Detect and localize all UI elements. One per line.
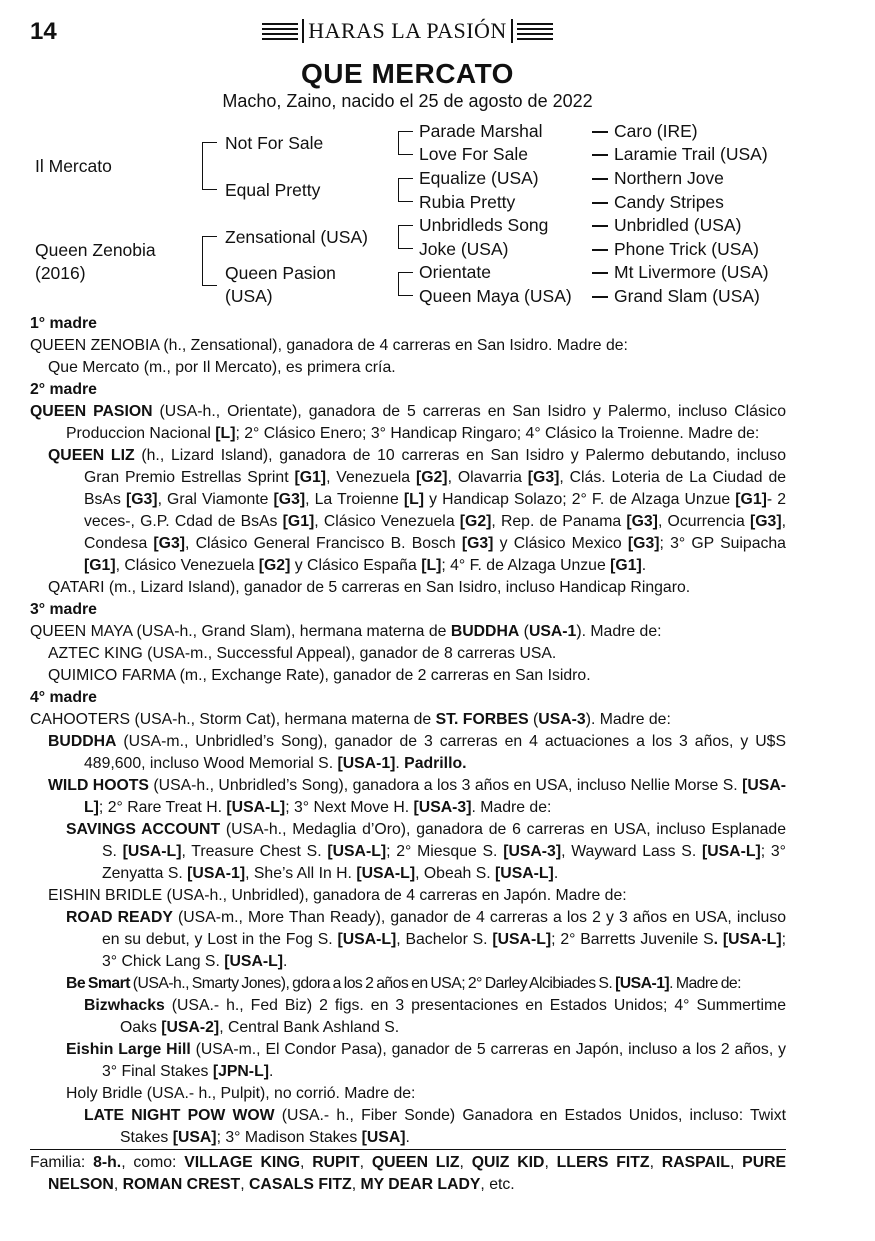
entry-late-night-pow-wow: LATE NIGHT POW WOW (USA.- h., Fiber Sonde) Ganadora en Estados Unidos, incluso: Twixt Stakes [USA]; 3° Madison Stakes [USA]. xyxy=(84,1107,786,1146)
entry-queen-zenobia: QUEEN ZENOBIA (h., Zensational), ganadora de 4 carreras en San Isidro. Madre de: xyxy=(30,337,628,354)
g3-7: Orientate xyxy=(419,262,491,282)
g3-1: Parade Marshal xyxy=(419,121,543,141)
g4-8: Grand Slam (USA) xyxy=(614,286,760,306)
name-queen-pasion: QUEEN PASION xyxy=(30,403,153,420)
dash-1 xyxy=(592,131,608,133)
dash-4 xyxy=(592,202,608,204)
entry-eishin-bridle: EISHIN BRIDLE (USA-h., Unbridled), ganadora de 4 carreras en Japón. Madre de: xyxy=(48,887,627,904)
entry-queen-liz: QUEEN LIZ (h., Lizard Island), ganadora de 10 carreras en San Isidro y Palermo debutando, incluso Gran Premio Estrellas Sprint [G1], Venezuela [G2], Olavarria [G3], Clás. Loteria de La Ciudad de BsAs [G3], Gral Viamonte [G3], La Troienne [L] y Handicap Solazo; 2° F. de Alzaga Unzue [G1]- 2 veces-, G.P. Cdad de BsAs [G1], Clásico Venezuela [G2], Rep. de Panama [G3], Ocurrencia [G3], Condesa [G3], Clásico General Francisco B. Bosch [G3] y Clásico Mexico [G3]; 3° GP Suipacha [G1], Clásico Venezuela [G2] y Clásico España [L]; 4° F. de Alzaga Unzue [G1]. xyxy=(48,447,787,574)
bracket-g3-4 xyxy=(398,272,413,296)
entry-cahooters: CAHOOTERS (USA-h., Storm Cat), hermana materna de ST. FORBES (USA-3). Madre de: xyxy=(30,711,671,728)
g2-sire-dam: Equal Pretty xyxy=(225,180,321,200)
dam-year: (2016) xyxy=(35,263,86,283)
entry-que-mercato: Que Mercato (m., por Il Mercato), es primera cría. xyxy=(48,359,396,376)
dam: Queen Zenobia xyxy=(35,240,156,260)
g2-dam-sire: Zensational (USA) xyxy=(225,227,368,247)
dash-3 xyxy=(592,178,608,180)
g2-sire-sire: Not For Sale xyxy=(225,133,324,153)
entry-queen-maya: QUEEN MAYA (USA-h., Grand Slam), hermana materna de BUDDHA (USA-1). Madre de: xyxy=(30,623,662,640)
farm-header xyxy=(255,16,560,46)
g4-4: Candy Stripes xyxy=(614,192,724,212)
entry-buddha: BUDDHA (USA-m., Unbridled’s Song), ganador de 3 carreras en 4 actuaciones a los 3 años, y U$S 489,600, incluso Wood Memorial S. [USA-1]. Padrillo. xyxy=(48,733,786,772)
entry-be-smart: Be Smart (USA-h., Smarty Jones), gdora a los 2 años en USA; 2° Darley Alcibiades S. [USA-1]. Madre de: xyxy=(66,975,742,992)
bracket-sire xyxy=(202,142,217,190)
heading-2nd-dam: 2° madre xyxy=(30,381,97,398)
g3-2: Love For Sale xyxy=(419,144,528,164)
dash-7 xyxy=(592,272,608,274)
g4-3: Northern Jove xyxy=(614,168,724,188)
header-divider-left xyxy=(302,19,304,43)
entry-queen-pasion: QUEEN PASION (USA-h., Orientate), ganadora de 5 carreras en San Isidro y Palermo, incluso Clásico Produccion Nacional [L]; 2° Clásico Enero; 3° Handicap Ringaro; 4° Clásico la Troienne. Madre de: xyxy=(30,403,786,442)
bracket-g3-1 xyxy=(398,131,413,155)
g4-5: Unbridled (USA) xyxy=(614,215,742,235)
sire: Il Mercato xyxy=(35,156,112,176)
entry-bizwhacks: Bizwhacks (USA.- h., Fed Biz) 2 figs. en 3 presentaciones en Estados Unidos; 4° Summertime Oaks [USA-2], Central Bank Ashland S. xyxy=(84,997,786,1036)
heading-1st-dam: 1° madre xyxy=(30,315,97,332)
entry-wild-hoots: WILD HOOTS (USA-h., Unbridled’s Song), ganadora a los 3 años en USA, incluso Nellie Morse S. [USA-L]; 2° Rare Treat H. [USA-L]; 3° Next Move H. [USA-3]. Madre de: xyxy=(48,777,786,816)
entry-holy-bridle: Holy Bridle (USA.- h., Pulpit), no corrió. Madre de: xyxy=(66,1085,416,1102)
header-divider-right xyxy=(511,19,513,43)
entry-eishin-large-hill: Eishin Large Hill (USA-m., El Condor Pasa), ganador de 5 carreras en Japón, incluso a los 2 años, y 3° Final Stakes [JPN-L]. xyxy=(66,1041,786,1080)
entry-quimico-farma: QUIMICO FARMA (m., Exchange Rate), ganador de 2 carreras en San Isidro. xyxy=(48,667,591,684)
entry-savings-account: SAVINGS ACCOUNT (USA-h., Medaglia d’Oro), ganadora de 6 carreras en USA, incluso Esplanade S. [USA-L], Treasure Chest S. [USA-L]; 2° Miesque S. [USA-3], Wayward Lass S. [USA-L]; 3° Zenyatta S. [USA-1], She’s All In H. [USA-L], Obeah S. [USA-L]. xyxy=(66,821,786,882)
bracket-dam xyxy=(202,236,217,286)
family-line: Familia: 8-h., como: VILLAGE KING, RUPIT, QUEEN LIZ, QUIZ KID, LLERS FITZ, RASPAIL, PURE NELSON, ROMAN CREST, CASALS FITZ, MY DEAR LADY, etc. xyxy=(30,1149,786,1196)
entry-qatari: QATARI (m., Lizard Island), ganador de 5 carreras en San Isidro, incluso Handicap Ringaro. xyxy=(48,579,691,596)
g2-dam-dam-country: (USA) xyxy=(225,286,273,306)
g4-2: Laramie Trail (USA) xyxy=(614,144,768,164)
header-bars-right xyxy=(517,23,553,40)
g2-dam-dam: Queen Pasion xyxy=(225,263,336,283)
bracket-g3-2 xyxy=(398,178,413,202)
bracket-g3-3 xyxy=(398,225,413,249)
family-body xyxy=(30,313,786,1196)
entry-aztec-king: AZTEC KING (USA-m., Successful Appeal), ganador de 8 carreras USA. xyxy=(48,645,557,662)
horse-description: Macho, Zaino, nacido el 25 de agosto de 2022 xyxy=(222,91,593,111)
heading-3rd-dam: 3° madre xyxy=(30,601,97,618)
dash-5 xyxy=(592,225,608,227)
g4-1: Caro (IRE) xyxy=(614,121,698,141)
g4-7: Mt Livermore (USA) xyxy=(614,262,769,282)
dash-6 xyxy=(592,249,608,251)
g3-6: Joke (USA) xyxy=(419,239,509,259)
farm-name: HARAS LA PASIÓN xyxy=(308,18,507,43)
g3-8: Queen Maya (USA) xyxy=(419,286,572,306)
name-queen-liz: QUEEN LIZ xyxy=(48,447,135,464)
dash-2 xyxy=(592,154,608,156)
entry-road-ready: ROAD READY (USA-m., More Than Ready), ganador de 4 carreras a los 2 y 3 años en USA, incluso en su debut, y Lost in the Fog S. [USA-L], Bachelor S. [USA-L]; 2° Barretts Juvenile S. [USA-L]; 3° Chick Lang S. [USA-L]. xyxy=(66,909,786,970)
header-bars-left xyxy=(262,23,298,40)
g4-6: Phone Trick (USA) xyxy=(614,239,759,259)
heading-4th-dam: 4° madre xyxy=(30,689,97,706)
g3-3: Equalize (USA) xyxy=(419,168,539,188)
page-number: 14 xyxy=(30,18,57,45)
g3-4: Rubia Pretty xyxy=(419,192,516,212)
horse-name: QUE MERCATO xyxy=(301,58,514,89)
dash-8 xyxy=(592,296,608,298)
g3-5: Unbridleds Song xyxy=(419,215,549,235)
